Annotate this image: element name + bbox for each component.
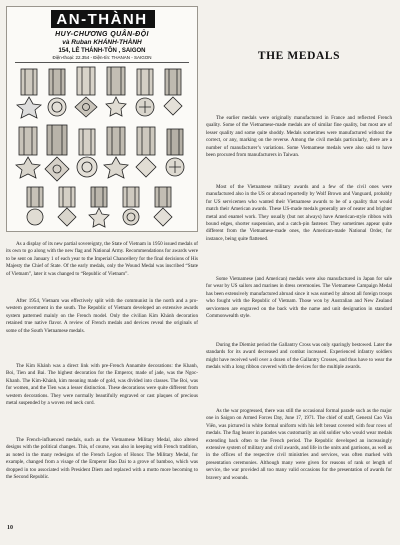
medal-icon xyxy=(16,127,40,178)
right-paragraph-3: Some Vietnamese (and American) medals were also manufactured in Japan for sale for wear by US sailors and marines in dress ceremonies. The Vietnamese Campaign Medal has been extensively manufactured abroad since it was earned by almost all foreign troops who fought with the Republic of Vietnam. Those won by Australian and New Zealand servicemen are engraved on the back with the name and unit designation in standard Commonwealth style. xyxy=(206,276,392,320)
medal-icon xyxy=(48,69,66,116)
ad-line-2: và Ruban KHÁNH-THÀNH xyxy=(62,39,142,46)
ad-line-1: HUY-CHƯƠNG QUÂN-ĐỘI xyxy=(55,31,149,38)
medal-icon xyxy=(136,69,154,116)
medal-icon xyxy=(154,187,172,226)
page-title: THE MEDALS xyxy=(257,50,341,62)
page-number: 10 xyxy=(7,525,13,531)
right-paragraph-1: The earlier medals were originally manufactured in France and reflected French quality. Some of the Vietnamese-made medals are of similar fine quality, but most are of lesser quality and some quite shoddy. Medals sometimes were manufactured without the correct, or any, marking on the reverse. Among the civil medals particularly, there are a number of manufacturer’s variations. Some Vietnamese medals were also said to have been procured from manufacturers in Taiwan. xyxy=(206,115,392,159)
medal-icon xyxy=(123,187,139,225)
medal-icon xyxy=(45,125,69,181)
left-paragraph-1: As a display of its new partial sovereignty, the State of Vietnam in 1950 issued medals of its own to go along with the new flag and National Army. Recommendations for awards were to be sent on January 1 of each year to the Imperial Chancellery for the final decisions of His Majesty the Chief of State. Of the early medals, only the Wound Medal was inscribed “State of Vietnam”, later it was changed to “Republic of Vietnam”. xyxy=(6,241,198,277)
left-paragraph-2: After 1954, Vietnam was effectively split with the communist in the north and a pro-western government in the south. The Republic of Vietnam developed an extensive awards system patterned mainly on the French model. Only the civilian Kim Khánh decoration retained true native flavor. A review of French medals and devices reveal the originals of some of the South Vietnamese medals. xyxy=(6,298,198,334)
medals-illustration xyxy=(7,7,198,232)
medal-icon xyxy=(166,129,184,176)
medal-icon xyxy=(136,127,156,177)
medal-icon xyxy=(77,129,97,177)
left-paragraph-4: The French-influenced medals, such as the Vietnamese Military Medal, also altered designs with the political changes. This, of course, was also in keeping with French tradition, as noted in the many redesigns of the French Legion of Honor. The Military Medal, for example, changed from a visage of the Emperor Bao Dai to a grove of bamboo, which was dropped in too associated with President Diem and replaced with a motto more becoming to the Second Republic. xyxy=(6,437,198,481)
right-paragraph-4: During the Diemist period the Gallantry Cross was only sparingly bestowed. Later the standards for its award decreased and combat increased. Experienced infantry soldiers might have received well over a dozen of the Gallantry Crosses, and thus have to wear the medals with a long ribbon covered with the devices for the multiple awards. xyxy=(206,342,392,371)
medal-icon xyxy=(164,69,182,115)
medal-icon xyxy=(106,67,126,116)
ad-brand: AN-THÀNH xyxy=(56,11,148,28)
medal-icon xyxy=(27,187,43,225)
medal-icon xyxy=(89,187,109,227)
right-paragraph-2: Most of the Vietnamese military awards and a few of the civil ones were manufactured also in the US or abroad reportedly by Wolf Brown and Vanguard, probably for US servicemen who wanted their Vietnamese awards to be of a quality that would match their American awards. These US-made medals generally are of neater and brighter metal and enamel work. They usually (but not always) have American-style ribbon with bound edges, shorter suspension, and a catch-pin fastener. They sometimes appear quite different from the Vietnamese-made ones, the American-made National Order, for instance, being quite flattened. xyxy=(206,184,392,242)
medal-icon xyxy=(58,187,76,226)
right-paragraph-5: As the war progressed, there was still the occasional formal parade such as the major one in Saigon on Armed Forces Day, June 17, 1971. The chief of staff, General Cao Văn Viên, was pictured in white formal uniform with his left breast covered with four rows of medals. The flag bearer in parades was customarily an old soldier who would wear medals extending back often to the French period. The Republic developed an increasingly extensive system of military and civil awards, and life in the units and garrisons, as well as in the offices of the respective civil ministries and services, was often marked with presentation ceremonies. Although many were given for reasons of rank or length of service, the war provided all too many valid occasions for the presentation of awards for bravery and wounds. xyxy=(206,408,392,481)
ad-address: 154, LÊ THÁNH-TÔN , SAIGON xyxy=(58,48,146,54)
ad-contact: Điện-thoại: 22.354 - Điện-tín: THANAN - SAIGON xyxy=(52,55,152,60)
medal-icon xyxy=(104,127,128,178)
medal-icon xyxy=(17,69,41,118)
left-paragraph-3: The Kim Khánh was a direct link with pre-French Annamite decorations: the Khanh, Boi, Tien and Bai. The highest decoration for the Emperor, made of jade, was the Ngoc-Khanh. The Kim-Khánh, kim meaning made of gold, was divided into classes. The Boi, was for women, and the Tien was a lesser distinction. These decorations were quite different from western decorations. They were normally beautifully engraved or cast plaques of precious metal suspended by a woven red neck cord. xyxy=(6,363,198,407)
medal-advertisement xyxy=(6,6,198,232)
medal-icon xyxy=(75,67,97,117)
